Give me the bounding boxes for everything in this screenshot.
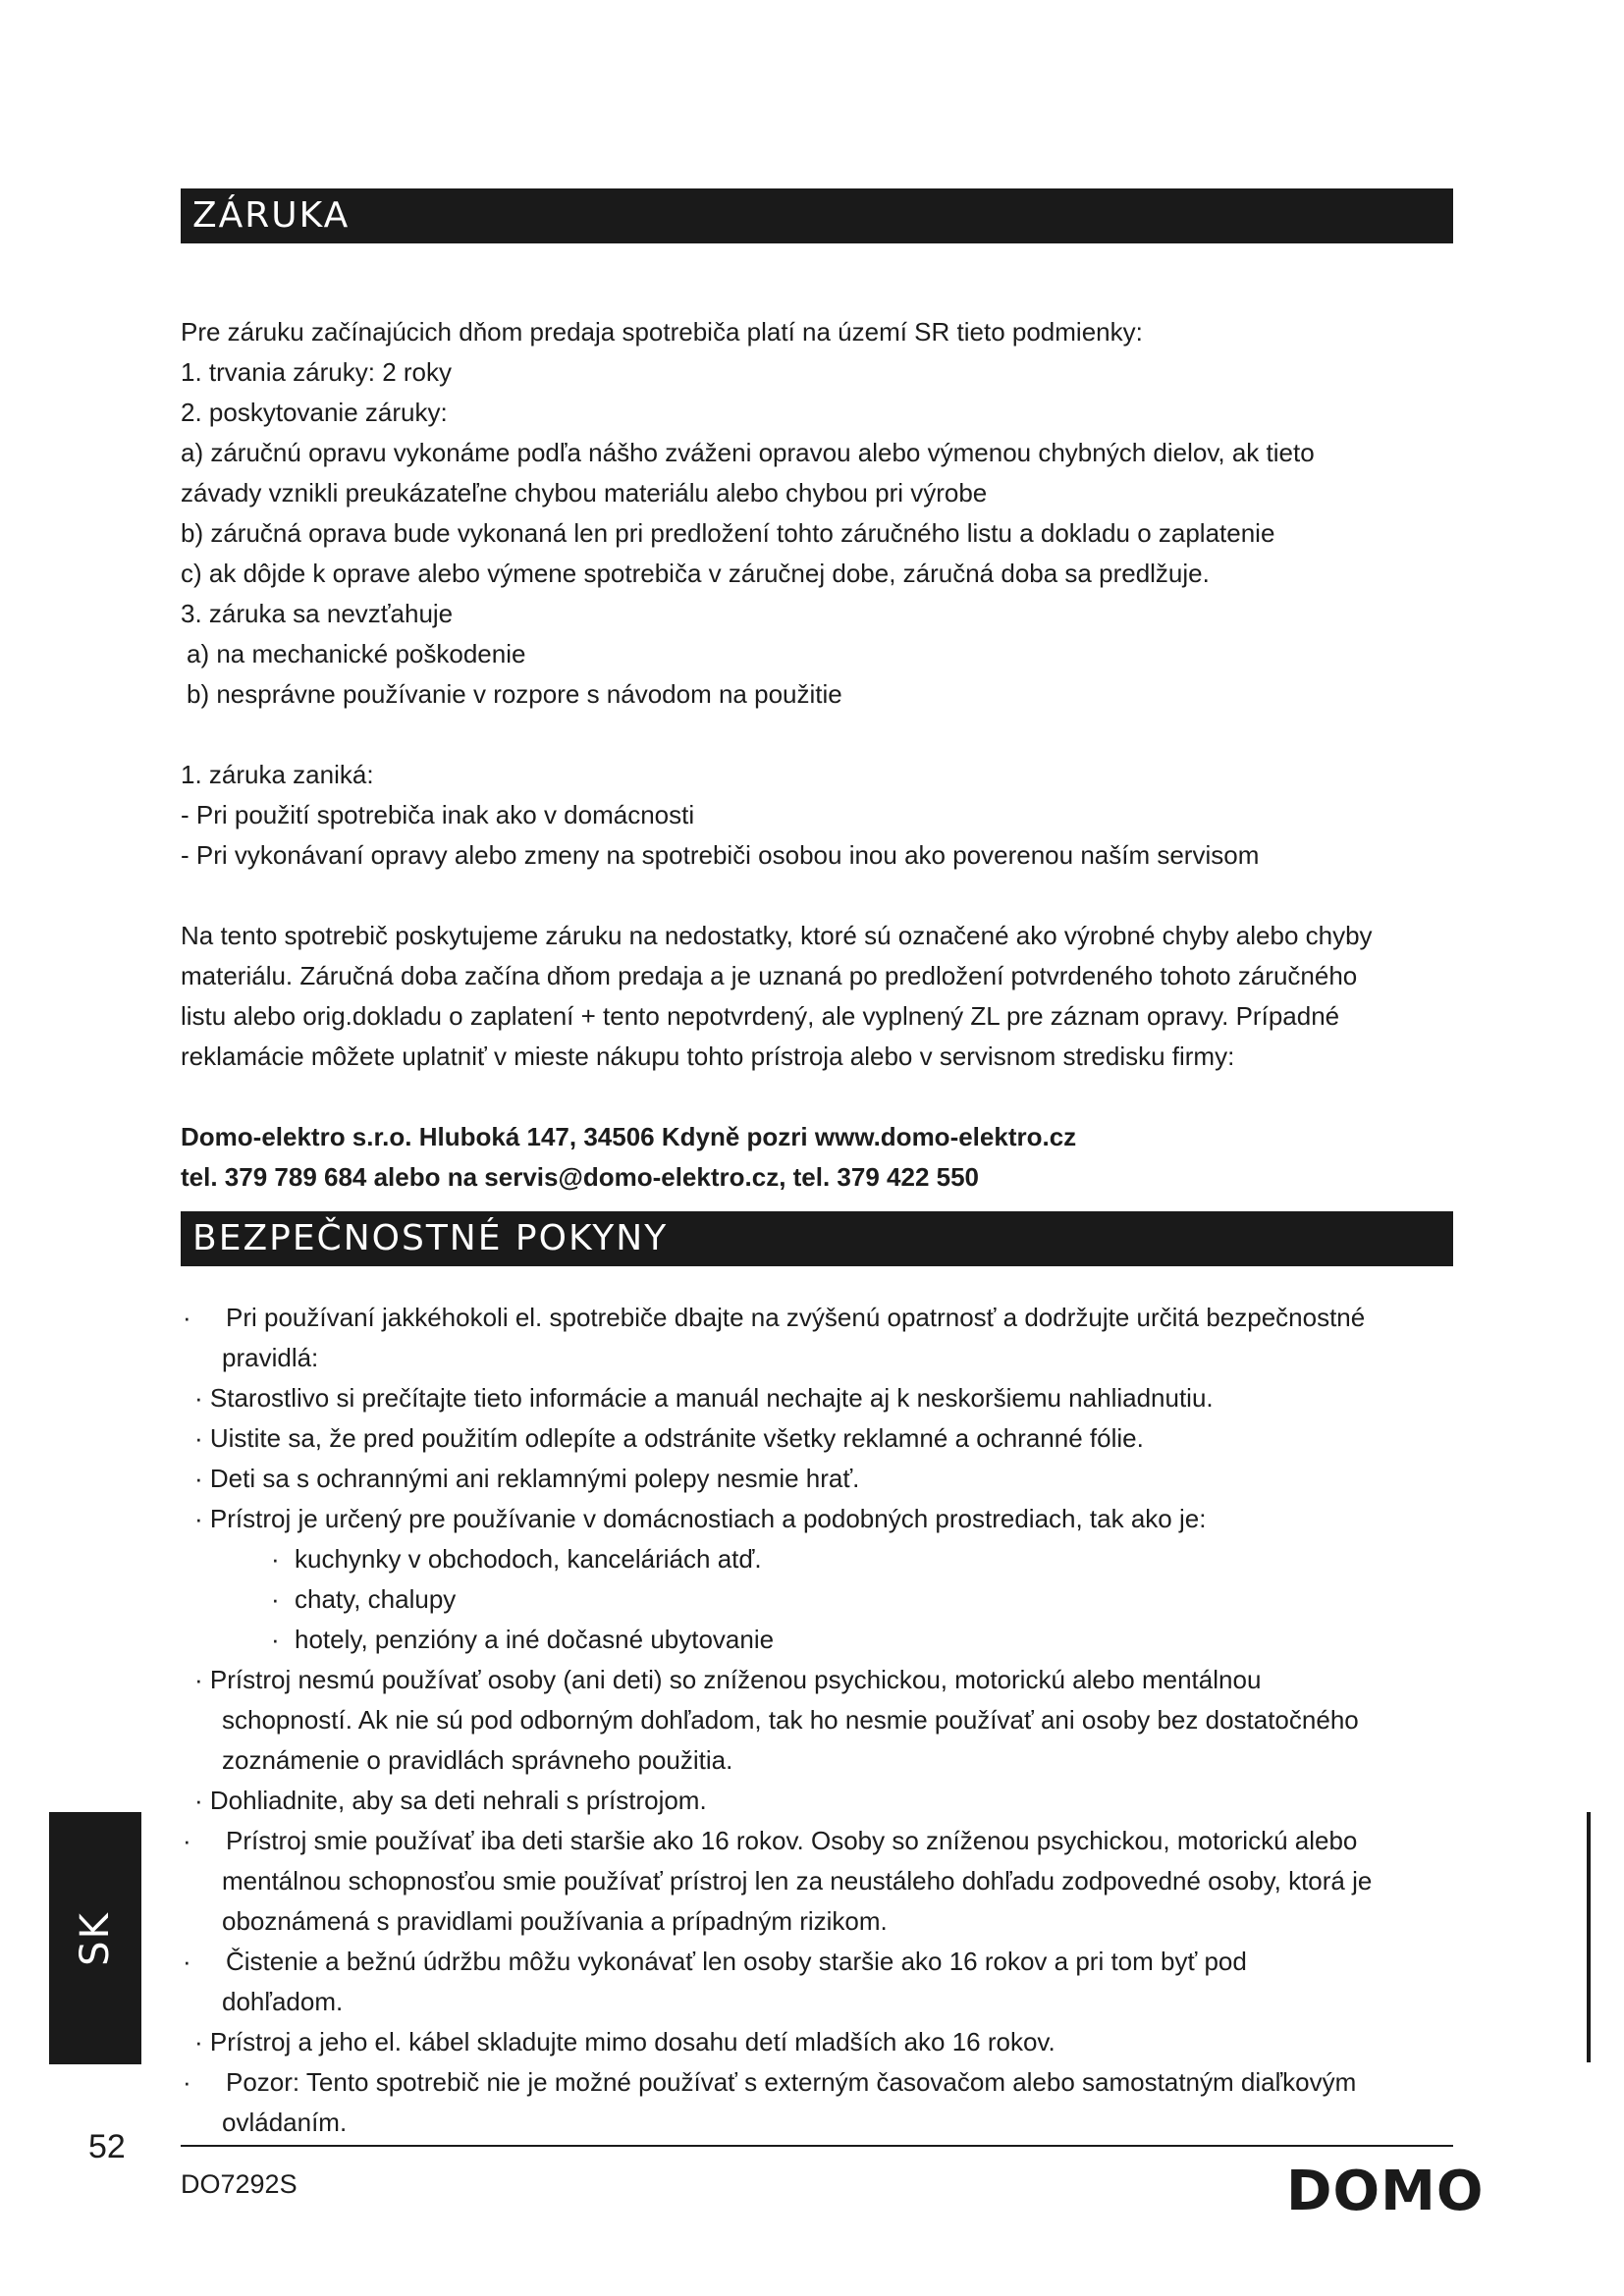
- warranty-line: 1. trvania záruky: 2 roky: [181, 357, 452, 387]
- safety-subitem: chaty, chalupy: [295, 1584, 457, 1614]
- safety-line: · Deti sa s ochrannými ani reklamnými polepy nesmie hrať.: [194, 1464, 860, 1493]
- language-tab: [49, 1812, 141, 2064]
- safety-line: schopností. Ak nie sú pod odborným dohľadom, tak ho nesmie používať ani osoby bez dostatočného: [222, 1705, 1359, 1735]
- contact-line: tel. 379 789 684 alebo na servis@domo-elektro.cz, tel. 379 422 550: [181, 1162, 980, 1192]
- warranty-line: a) na mechanické poškodenie: [187, 639, 526, 668]
- page-number: 52: [88, 2128, 126, 2165]
- bullet-marker: ·: [271, 1625, 280, 1654]
- bullet-marker: ·: [271, 1584, 280, 1614]
- warranty-line: 1. záruka zaniká:: [181, 760, 374, 789]
- safety-line: Čistenie a bežnú údržbu môžu vykonávať len osoby staršie ako 16 rokov a pri tom byť pod: [226, 1947, 1247, 1976]
- safety-line: · Prístroj nesmú používať osoby (ani deti) so zníženou psychickou, motorickú alebo mentálnou: [194, 1665, 1262, 1694]
- section-heading-warranty: ZÁRUKA: [181, 188, 1453, 243]
- warranty-line: b) nesprávne používanie v rozpore s návodom na použitie: [187, 679, 842, 709]
- footer-divider: [181, 2145, 1453, 2147]
- warranty-line: reklamácie môžete uplatniť v mieste nákupu tohto prístroja alebo v servisnom stredisku firmy:: [181, 1041, 1235, 1071]
- bullet-marker: ·: [183, 1826, 191, 1855]
- language-code: SK: [73, 1910, 118, 1966]
- safety-line: ovládaním.: [222, 2108, 348, 2137]
- warranty-line: Na tento spotrebič poskytujeme záruku na nedostatky, ktoré sú označené ako výrobné chyby alebo chyby: [181, 921, 1373, 950]
- safety-line: zoznámenie o pravidlách správneho použitia.: [222, 1745, 733, 1775]
- warranty-line: materiálu. Záručná doba začína dňom predaja a je uznaná po predložení potvrdeného tohoto záručného: [181, 961, 1358, 990]
- warranty-line: listu alebo orig.dokladu o zaplatení + tento nepotvrdený, ale vyplnený ZL pre záznam opravy. Prípadné: [181, 1001, 1340, 1031]
- safety-line: oboznámená s pravidlami používania a prípadným rizikom.: [222, 1906, 888, 1936]
- safety-line: Pozor: Tento spotrebič nie je možné používať s externým časovačom alebo samostatným diaľkovým: [226, 2067, 1357, 2097]
- model-number: DO7292S: [181, 2169, 298, 2199]
- safety-line: · Uistite sa, že pred použitím odlepíte a odstránite všetky reklamné a ochranné fólie.: [194, 1423, 1144, 1453]
- contact-line: Domo-elektro s.r.o. Hluboká 147, 34506 Kdyně pozri www.domo-elektro.cz: [181, 1122, 1077, 1151]
- warranty-line: závady vznikli preukázateľne chybou materiálu alebo chybou pri výrobe: [181, 478, 988, 507]
- safety-line: mentálnou schopnosťou smie používať prístroj len za neustáleho dohľadu zodpovedné osoby, ktorá je: [222, 1866, 1373, 1896]
- safety-line: · Prístroj a jeho el. kábel skladujte mimo dosahu detí mladších ako 16 rokov.: [194, 2027, 1056, 2056]
- bullet-marker: ·: [183, 2067, 191, 2097]
- warranty-line: c) ak dôjde k oprave alebo výmene spotrebiča v záručnej dobe, záručná doba sa predlžuje.: [181, 559, 1210, 588]
- safety-line: · Dohliadnite, aby sa deti nehrali s prístrojom.: [194, 1786, 707, 1815]
- brand-logo: DOMO: [1286, 2160, 1485, 2223]
- safety-line: Pri používaní jakkéhokoli el. spotrebiče dbajte na zvýšenú opatrnosť a dodržujte určitá bezpečnostné: [226, 1303, 1366, 1332]
- safety-subitem: hotely, penzióny a iné dočasné ubytovanie: [295, 1625, 775, 1654]
- warranty-line: a) záručnú opravu vykonáme podľa nášho zváženi opravou alebo výmenou chybných dielov, ak tieto: [181, 438, 1315, 467]
- safety-line: Prístroj smie používať iba deti staršie ako 16 rokov. Osoby so zníženou psychickou, motorickú alebo: [226, 1826, 1358, 1855]
- warranty-line: - Pri vykonávaní opravy alebo zmeny na spotrebiči osobou inou ako poverenou naším servisom: [181, 840, 1260, 870]
- section-heading-safety: BEZPEČNOSTNÉ POKYNY: [181, 1211, 1453, 1266]
- safety-line: · Starostlivo si prečítajte tieto informácie a manuál nechajte aj k neskoršiemu nahliadnutiu.: [194, 1383, 1214, 1413]
- bullet-marker: ·: [183, 1947, 191, 1976]
- edge-marker: [1587, 1812, 1591, 2062]
- bullet-marker: ·: [183, 1303, 191, 1332]
- warranty-line: b) záručná oprava bude vykonaná len pri predložení tohto záručného listu a dokladu o zaplatenie: [181, 518, 1275, 548]
- safety-line: dohľadom.: [222, 1987, 344, 2016]
- warranty-line: - Pri použití spotrebiča inak ako v domácnosti: [181, 800, 695, 829]
- warranty-line: Pre záruku začínajúcich dňom predaja spotrebiča platí na území SR tieto podmienky:: [181, 317, 1143, 347]
- safety-subitem: kuchynky v obchodoch, kanceláriách atď.: [295, 1544, 762, 1574]
- bullet-marker: ·: [271, 1544, 280, 1574]
- warranty-line: 3. záruka sa nevzťahuje: [181, 599, 454, 628]
- warranty-line: 2. poskytovanie záruky:: [181, 398, 448, 427]
- safety-line: · Prístroj je určený pre používanie v domácnostiach a podobných prostrediach, tak ako je:: [194, 1504, 1207, 1533]
- safety-line: pravidlá:: [222, 1343, 319, 1372]
